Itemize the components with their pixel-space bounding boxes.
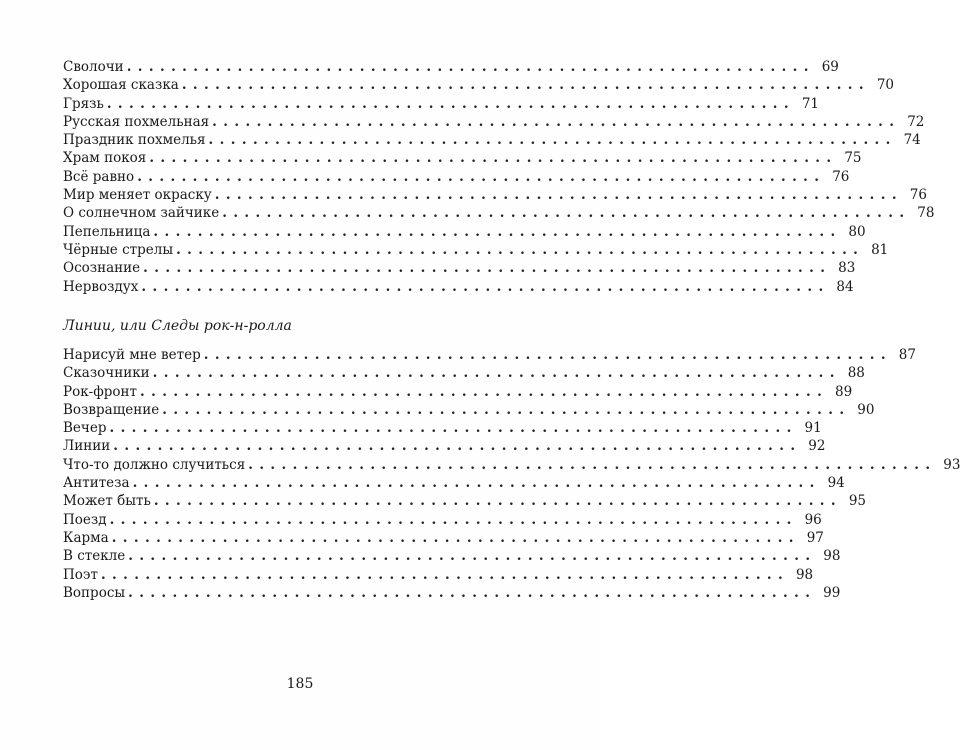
- toc-entry-page: 91: [804, 420, 822, 437]
- toc-entry: [63, 419, 822, 437]
- toc-section-2: [63, 346, 960, 602]
- dot-leader: ..............................................................: [222, 205, 911, 222]
- toc-entry-page: 93: [943, 456, 960, 473]
- toc-entry-page: 71: [801, 95, 820, 112]
- toc-entry-title: О солнечном зайчике: [63, 205, 220, 222]
- toc-entry-page: 74: [903, 132, 921, 149]
- toc-entry: [63, 131, 921, 149]
- toc-entry-title: Поезд: [63, 511, 107, 528]
- toc-entry-page: 94: [827, 475, 845, 492]
- toc-entry-page: 98: [795, 566, 814, 583]
- dot-leader: ..............................................................: [203, 347, 892, 363]
- toc-entry-title: Праздник похмелья: [63, 132, 206, 149]
- dot-leader: ..............................................................: [153, 493, 843, 510]
- toc-entry: [63, 168, 850, 186]
- dot-leader: ..............................................................: [143, 260, 832, 277]
- toc-entry: [63, 241, 889, 259]
- dot-leader: ..............................................................: [162, 401, 851, 418]
- dot-leader: ..............................................................: [128, 584, 817, 601]
- toc-entry-page: 92: [808, 438, 826, 455]
- dot-leader: ..............................................................: [181, 77, 871, 94]
- dot-leader: ..............................................................: [137, 168, 826, 185]
- toc-entry-page: 70: [876, 77, 895, 94]
- toc-entry: [63, 401, 875, 419]
- toc-entry: [63, 113, 925, 131]
- page-number: 185: [286, 676, 314, 692]
- toc-entry: [63, 58, 839, 76]
- dot-leader: ..............................................................: [212, 113, 901, 130]
- toc-entry-page: 89: [835, 383, 853, 400]
- dot-leader: ..............................................................: [152, 365, 841, 382]
- toc-entry: [63, 76, 895, 94]
- toc-entry-title: Чёрные стрелы: [63, 241, 174, 258]
- toc-entry-title: Может быть: [63, 493, 151, 510]
- toc-entry: [63, 278, 854, 296]
- dot-leader: ..............................................................: [176, 241, 865, 258]
- toc-entry-title: Линии: [63, 438, 111, 455]
- toc-entry-page: 98: [823, 548, 841, 565]
- toc-entry: [63, 364, 865, 382]
- toc-entry-page: 87: [898, 347, 916, 363]
- toc-entry-title: Сказочники: [63, 365, 150, 382]
- toc-entry-page: 78: [917, 205, 935, 222]
- toc-entry-page: 81: [871, 241, 889, 258]
- toc-entry: [63, 149, 862, 167]
- toc-entry-page: 76: [832, 168, 850, 185]
- toc-entry-title: Хорошая сказка: [63, 77, 179, 94]
- dot-leader: ..............................................................: [248, 456, 937, 473]
- dot-leader: ..............................................................: [208, 132, 897, 149]
- toc-entry: [63, 259, 856, 277]
- toc-entry-title: Пепельница: [63, 223, 151, 240]
- toc-entry-page: 69: [821, 59, 839, 75]
- toc-entry-title: Карма: [63, 529, 109, 546]
- toc-entry-page: 72: [907, 113, 925, 130]
- toc-entry: [63, 474, 845, 492]
- toc-entry: [63, 223, 866, 241]
- toc-entry-title: Рок-фронт: [63, 383, 138, 400]
- toc-entry: [63, 186, 927, 204]
- toc-entry-title: Храм покоя: [63, 150, 147, 167]
- toc-entry-title: Антитеза: [63, 475, 130, 492]
- section-heading: Линии, или Следы рок-н-ролла: [63, 318, 292, 334]
- dot-leader: ..............................................................: [106, 95, 796, 112]
- dot-leader: ..............................................................: [214, 187, 903, 204]
- toc-section-1: [63, 58, 935, 296]
- dot-leader: ..............................................................: [100, 566, 790, 583]
- toc-entry: [63, 492, 867, 510]
- toc-entry-page: 76: [909, 187, 927, 204]
- toc-entry: [63, 566, 814, 584]
- toc-entry-title: В стекле: [63, 548, 126, 565]
- toc-entry: [63, 346, 916, 364]
- dot-leader: ..............................................................: [109, 420, 798, 437]
- toc-entry-title: Что-то должно случиться: [63, 456, 246, 473]
- toc-entry-title: Русская похмельная: [63, 113, 210, 130]
- toc-entry-page: 75: [844, 150, 862, 167]
- toc-entry: [63, 529, 824, 547]
- dot-leader: ..............................................................: [140, 383, 829, 400]
- toc-entry-page: 80: [848, 223, 866, 240]
- toc-entry-page: 88: [847, 365, 865, 382]
- toc-entry-page: 84: [836, 278, 854, 295]
- dot-leader: ..............................................................: [149, 150, 838, 167]
- toc-entry-title: Осознание: [63, 260, 141, 277]
- toc-entry: [63, 437, 826, 455]
- toc-entry-page: 99: [823, 584, 841, 601]
- toc-entry-title: Поэт: [63, 566, 98, 583]
- toc-entry-title: Всё равно: [63, 168, 135, 185]
- toc-entry: [63, 511, 822, 529]
- toc-entry-page: 95: [848, 493, 867, 510]
- dot-leader: ..............................................................: [126, 59, 815, 75]
- dot-leader: ..............................................................: [128, 548, 817, 565]
- toc-entry-title: Возвращение: [63, 401, 160, 418]
- toc-entry-title: Вопросы: [63, 584, 126, 601]
- dot-leader: ..............................................................: [113, 438, 802, 455]
- dot-leader: ..............................................................: [141, 278, 830, 295]
- toc-entry-title: Вечер: [63, 420, 107, 437]
- toc-entry: [63, 383, 853, 401]
- toc-entry: [63, 547, 841, 565]
- dot-leader: ..............................................................: [109, 511, 798, 528]
- toc-entry-title: Нарисуй мне ветер: [63, 347, 201, 363]
- dot-leader: ..............................................................: [132, 475, 821, 492]
- toc-entry-page: 83: [838, 260, 856, 277]
- toc-entry-page: 90: [857, 401, 875, 418]
- toc-entry-title: Грязь: [63, 95, 104, 112]
- toc-entry-title: Сволочи: [63, 59, 124, 75]
- toc-entry: [63, 456, 960, 474]
- toc-entry-title: Нервоздух: [63, 278, 139, 295]
- dot-leader: ..............................................................: [111, 529, 800, 546]
- toc-entry: [63, 584, 841, 602]
- toc-entry-page: 96: [804, 511, 822, 528]
- toc-entry: [63, 204, 935, 222]
- dot-leader: ..............................................................: [153, 223, 842, 240]
- toc-entry-page: 97: [806, 529, 824, 546]
- toc-entry: [63, 95, 820, 113]
- toc-entry-title: Мир меняет окраску: [63, 187, 212, 204]
